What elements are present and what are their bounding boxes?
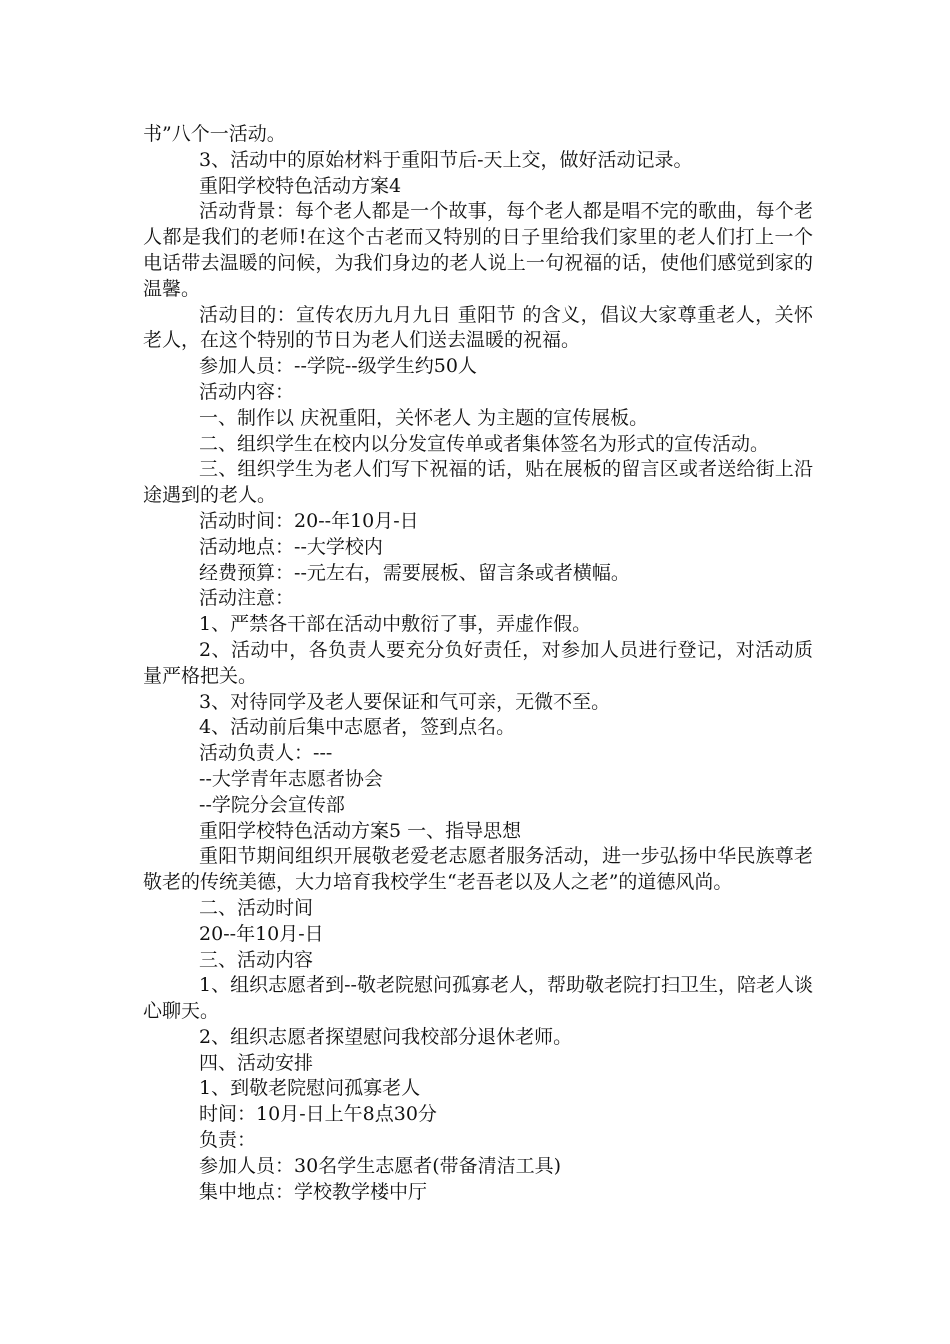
document-paragraph: 四、活动安排 bbox=[199, 1051, 314, 1074]
document-paragraph: 活动目的：宣传农历九月九日 重阳节 的含义，倡议大家尊重老人，关怀老人，在这个特别的节日为老人们送去温暖的祝福。 bbox=[143, 303, 813, 352]
document-paragraph: 三、组织学生为老人们写下祝福的话，贴在展板的留言区或者送给街上沿途遇到的老人。 bbox=[143, 458, 813, 507]
document-body bbox=[143, 122, 813, 1205]
document-paragraph: 一、制作以 庆祝重阳，关怀老人 为主题的宣传展板。 bbox=[199, 406, 649, 429]
document-paragraph: 重阳节期间组织开展敬老爱老志愿者服务活动，进一步弘扬中华民族尊老敬老的传统美德，大力培育我校学生“老吾老以及人之老”的道德风尚。 bbox=[143, 845, 813, 894]
document-paragraph: 集中地点：学校教学楼中厅 bbox=[199, 1180, 428, 1203]
document-paragraph: 时间：10月-日上午8点30分 bbox=[199, 1103, 437, 1126]
document-paragraph: 20--年10月-日 bbox=[199, 922, 324, 945]
document-paragraph: 重阳学校特色活动方案5 一、指导思想 bbox=[199, 819, 522, 842]
document-paragraph: 1、组织志愿者到--敬老院慰问孤寡老人，帮助敬老院打扫卫生，陪老人谈心聊天。 bbox=[143, 974, 813, 1023]
document-paragraph: 三、活动内容 bbox=[199, 948, 314, 971]
document-paragraph: 3、对待同学及老人要保证和气可亲，无微不至。 bbox=[199, 690, 611, 713]
document-paragraph: 2、活动中，各负责人要充分负好责任，对参加人员进行登记，对活动质量严格把关。 bbox=[143, 638, 813, 687]
document-paragraph: 活动时间：20--年10月-日 bbox=[199, 509, 419, 532]
document-paragraph: 2、组织志愿者探望慰问我校部分退休老师。 bbox=[199, 1025, 573, 1048]
document-paragraph: 活动负责人：--- bbox=[199, 742, 333, 765]
document-paragraph: 活动内容： bbox=[199, 380, 295, 403]
document-paragraph: 3、活动中的原始材料于重阳节后-天上交，做好活动记录。 bbox=[199, 148, 693, 171]
document-paragraph: 二、活动时间 bbox=[199, 896, 314, 919]
document-paragraph: 书”八个一活动。 bbox=[143, 123, 286, 145]
document-paragraph: 二、组织学生在校内以分发宣传单或者集体签名为形式的宣传活动。 bbox=[199, 432, 770, 455]
document-paragraph: 参加人员：30名学生志愿者(带备清洁工具) bbox=[199, 1154, 562, 1177]
document-paragraph: 活动背景：每个老人都是一个故事，每个老人都是唱不完的歌曲，每个老人都是我们的老师!在这个古老而又特别的日子里给我们家里的老人们打上一个电话带去温暖的问候，为我们身边的老人说上一句祝福的话，使他们感觉到家的温馨。 bbox=[143, 200, 813, 300]
document-paragraph: 负责： bbox=[199, 1129, 257, 1152]
document-paragraph: 活动地点：--大学校内 bbox=[199, 535, 383, 558]
document-paragraph: 重阳学校特色活动方案4 bbox=[199, 174, 402, 197]
document-paragraph: 参加人员：--学院--级学生约50人 bbox=[199, 355, 477, 378]
document-paragraph: 1、到敬老院慰问孤寡老人 bbox=[199, 1077, 421, 1100]
document-paragraph: 活动注意： bbox=[199, 587, 295, 610]
document-paragraph: 4、活动前后集中志愿者，签到点名。 bbox=[199, 716, 516, 739]
document-paragraph: --学院分会宣传部 bbox=[199, 793, 345, 816]
document-paragraph: 经费预算：--元左右，需要展板、留言条或者横幅。 bbox=[199, 561, 630, 584]
document-paragraph: --大学青年志愿者协会 bbox=[199, 767, 383, 790]
document-paragraph: 1、严禁各干部在活动中敷衍了事，弄虚作假。 bbox=[199, 613, 592, 636]
